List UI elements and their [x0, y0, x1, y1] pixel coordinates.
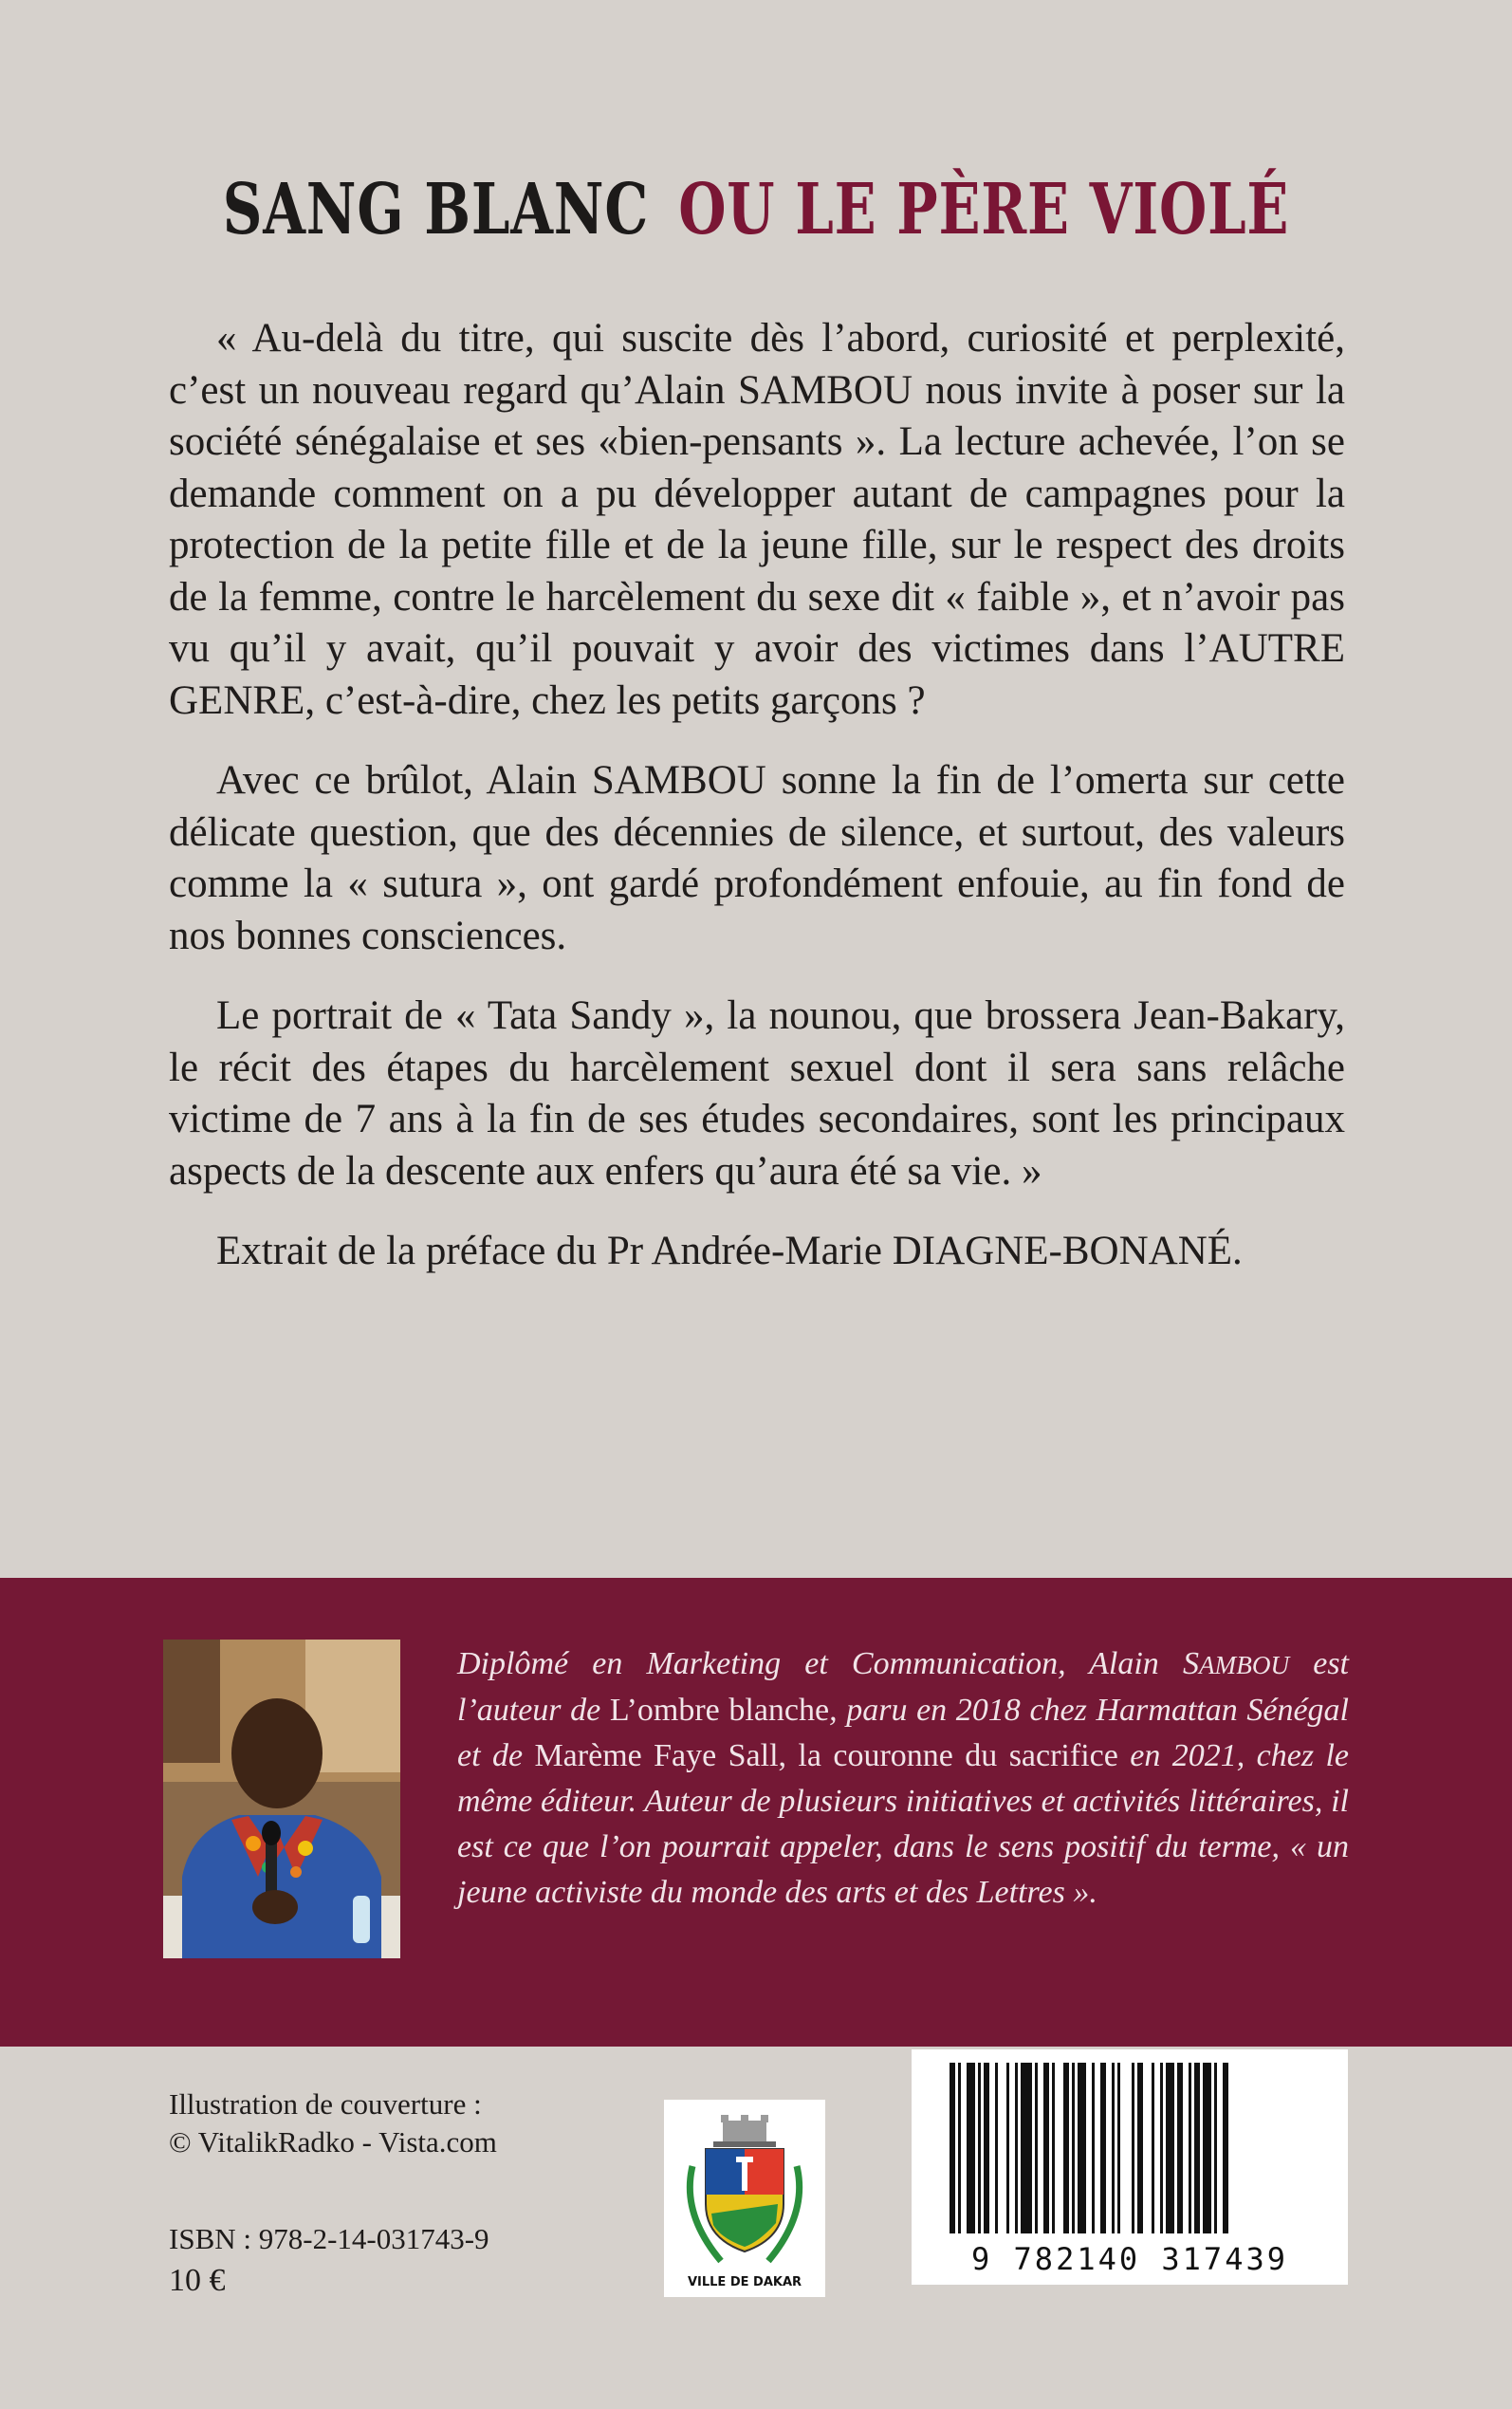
bio-text: en 2021, chez le même éditeur. Auteur de plusieurs initiatives et activités littéraires, il est ce que l’on pourrait appeler, dans le sens positif du terme, « un jeune activiste du monde des arts et des Lettres ». — [457, 1738, 1349, 1910]
barcode-bar — [1052, 2063, 1055, 2233]
barcode-bar — [950, 2063, 955, 2233]
barcode-bar — [1035, 2063, 1038, 2233]
barcode-bar — [1152, 2063, 1154, 2233]
barcode-bar — [958, 2063, 961, 2233]
barcode-bar — [1177, 2063, 1183, 2233]
barcode-bar — [1137, 2063, 1143, 2233]
barcode-bar — [978, 2063, 981, 2233]
title-part-1: SANG BLANC — [222, 168, 650, 250]
ville-de-dakar-logo — [664, 2100, 825, 2297]
bio-text: Diplômé en Marketing et Communication, Alain S — [457, 1646, 1199, 1681]
coat-of-arms-icon — [664, 2100, 825, 2297]
barcode-bar — [1160, 2063, 1163, 2233]
barcode-graphic — [912, 2049, 1348, 2285]
bio-text: , paru en 2018 chez Harmattan Sénégal et de — [457, 1693, 1349, 1773]
barcode-bar — [1015, 2063, 1018, 2233]
barcode-bar — [1189, 2063, 1191, 2233]
price: 10 € — [169, 2263, 226, 2298]
barcode-bar — [1043, 2063, 1049, 2233]
barcode-bar — [967, 2063, 975, 2233]
credits — [169, 2085, 624, 2300]
barcode-bar — [1132, 2063, 1134, 2233]
author-bio — [457, 1641, 1349, 1916]
blurb-paragraph: Le portrait de « Tata Sandy », la nounou, que brossera Jean-Bakary, le récit des étapes du harcèlement sexuel dont il sera sans relâche victime de 7 ans à la fin de ses études secondaires, sont les principaux aspects de la descente aux enfers qu’aura été sa vie. » — [169, 993, 1345, 1194]
barcode-bar — [1214, 2063, 1217, 2233]
barcode-bar — [1078, 2063, 1086, 2233]
blurb-paragraph: « Au-delà du titre, qui suscite dès l’abord, curiosité et perplexité, c’est un nouveau regard qu’Alain SAMBOU nous invite à poser sur la société sénégalaise et ses «bien-pensants ». La lecture achevée, l’on se demande comment on a pu développer autant de campagnes pour la protection de la petite fille et de la jeune fille, sur le respect des droits de la femme, contre le harcèlement du sexe dit « faible », et n’avoir pas vu qu’il y avait, qu’il pouvait y avoir des victimes dans l’AUTRE GENRE, c’est-à-dire, chez les petits garçons ? — [169, 316, 1345, 723]
barcode-bar — [1021, 2063, 1032, 2233]
blurb-paragraph: Avec ce brûlot, Alain SAMBOU sonne la fin de l’omerta sur cette délicate question, que des décennies de silence, et surtout, des valeurs comme la « sutura », ont gardé profondément enfouie, au fin fond de nos bonnes consciences. — [169, 758, 1345, 958]
barcode-bar — [1072, 2063, 1075, 2233]
barcode-bar — [1063, 2063, 1069, 2233]
barcode-bar — [1112, 2063, 1115, 2233]
isbn: ISBN : 978-2-14-031743-9 — [169, 2222, 489, 2255]
illustration-label: Illustration de couverture : — [169, 2087, 482, 2121]
author-portrait-image — [163, 1640, 400, 1958]
barcode-bar — [1194, 2063, 1200, 2233]
barcode-bar — [1100, 2063, 1106, 2233]
author-photo — [163, 1640, 400, 1958]
barcode-bar — [995, 2063, 998, 2233]
barcode-bar — [1006, 2063, 1009, 2233]
logo-caption: VILLE DE DAKAR — [687, 2275, 802, 2289]
back-cover-blurb — [169, 313, 1345, 1306]
barcode-bar — [1223, 2063, 1228, 2233]
barcode-bar — [984, 2063, 989, 2233]
title-part-2: OU LE PÈRE VIOLÉ — [678, 168, 1290, 250]
book-title-2: Marème Faye Sall, la couronne du sacrifice — [534, 1738, 1118, 1773]
barcode-bar — [1117, 2063, 1120, 2233]
barcode-bars — [950, 2063, 1228, 2233]
barcode-bar — [1092, 2063, 1095, 2233]
barcode-bar — [1203, 2063, 1211, 2233]
bio-surname: AMBOU — [1198, 1651, 1290, 1679]
book-title — [166, 169, 1345, 250]
preface-source: Extrait de la préface du Pr Andrée-Marie DIAGNE-BONANÉ. — [216, 1229, 1243, 1273]
barcode-bar — [1166, 2063, 1174, 2233]
barcode-digits: 9 782140 317439 — [971, 2241, 1288, 2277]
isbn-barcode — [912, 2049, 1348, 2285]
book-title-1: L’ombre blanche — [609, 1693, 830, 1728]
illustration-credit: © VitalikRadko - Vista.com — [169, 2125, 497, 2159]
bio-text: est l’auteur de — [457, 1646, 1350, 1728]
